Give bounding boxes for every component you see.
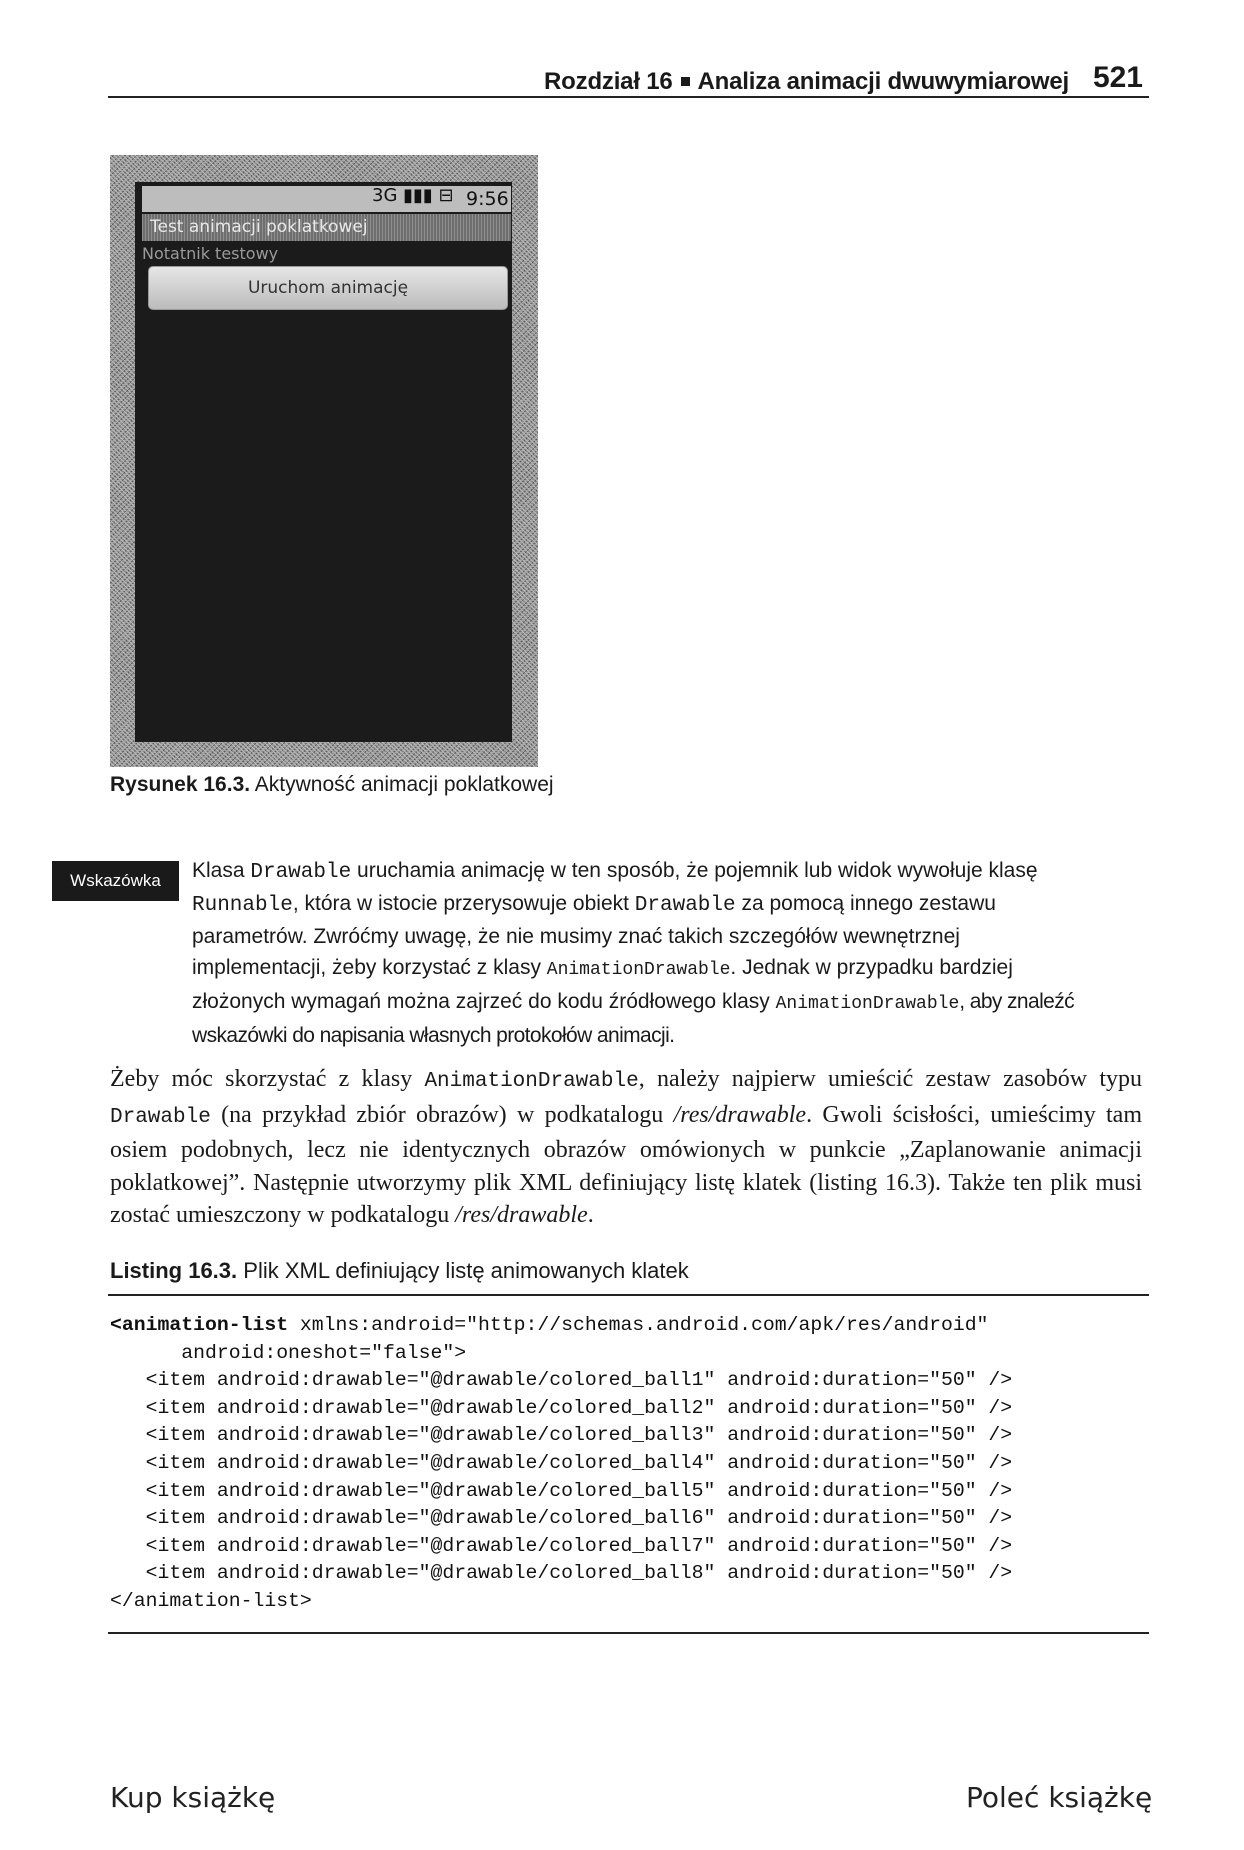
app-subtitle: Notatnik testowy <box>142 244 279 263</box>
path-res-drawable: /res/drawable <box>455 1202 588 1228</box>
code-line: <item android:drawable="@drawable/colored_ball5" android:duration="50" /> <box>110 1479 1013 1502</box>
code-line: <item android:drawable="@drawable/colored_ball2" android:duration="50" /> <box>110 1396 1013 1419</box>
code-line: <item android:drawable="@drawable/colored_ball7" android:duration="50" /> <box>110 1534 1013 1557</box>
listing-caption <box>110 1258 689 1284</box>
code-line: <item android:drawable="@drawable/colored_ball3" android:duration="50" /> <box>110 1424 1013 1447</box>
app-title: Test animacji poklatkowej <box>150 217 368 237</box>
chapter-title <box>544 68 1069 96</box>
code-line: <item android:drawable="@drawable/colored_ball6" android:duration="50" /> <box>110 1507 1013 1530</box>
code-animationdrawable: AnimationDrawable <box>775 994 960 1014</box>
listing-rule-top <box>108 1294 1149 1296</box>
listing-caption-number: Listing 16.3. <box>110 1258 238 1283</box>
listing-caption-text: Plik XML definiujący listę animowanych klatek <box>237 1258 689 1283</box>
path-res-drawable: /res/drawable <box>673 1101 807 1128</box>
running-header <box>108 60 1149 98</box>
page-number: 521 <box>1092 61 1143 94</box>
signal-battery-icon: 3G ▮▮▮ ⊟ <box>372 185 454 206</box>
tip-label: Wskazówka <box>52 861 179 901</box>
code-line: <animation-list xmlns:android="http://schemas.android.com/apk/res/android" <box>110 1314 989 1336</box>
figure-caption <box>110 773 554 797</box>
code-drawable: Drawable <box>250 861 352 884</box>
code-listing <box>110 1312 1012 1616</box>
code-line: <item android:drawable="@drawable/colored_ball1" android:duration="50" /> <box>110 1369 1013 1392</box>
code-line: </animation-list> <box>110 1589 312 1612</box>
bullet-separator <box>681 77 690 86</box>
figure-caption-text: Aktywność animacji poklatkowej <box>250 773 554 796</box>
status-time: 9:56 <box>466 188 509 210</box>
status-bar <box>142 186 511 212</box>
code-runnable: Runnable <box>192 894 293 917</box>
code-animationdrawable: AnimationDrawable <box>424 1070 639 1093</box>
listing-rule-bottom <box>108 1632 1149 1634</box>
figure-caption-number: Rysunek 16.3. <box>110 773 251 796</box>
chapter-name: Analiza animacji dwuwymiarowej <box>697 68 1069 95</box>
code-line: <item android:drawable="@drawable/colored_ball4" android:duration="50" /> <box>110 1451 1013 1474</box>
code-drawable: Drawable <box>634 894 736 917</box>
recommend-book-link[interactable]: Poleć książkę <box>966 1781 1153 1814</box>
code-line: android:oneshot="false"> <box>110 1341 467 1364</box>
code-animationdrawable: AnimationDrawable <box>546 960 731 980</box>
buy-book-link[interactable]: Kup książkę <box>110 1781 276 1814</box>
body-paragraph: Żeby móc skorzystać z klasy AnimationDrawable, należy najpierw umieścić zestaw zasobów typu Drawable (na przykład zbiór obrazów) w podkatalogu /res/drawable. Gwoli ścisłości, umieścimy tam osiem podobnych, lecz nie identycznych obrazów omówionych w punkcie „Zaplanowanie animacji poklatkowej”. Następnie utworzymy plik XML definiujący listę klatek (listing 16.3). Także ten plik musi zostać umieszczony w podkatalogu /res/drawable. <box>110 1066 1143 1228</box>
code-line: <item android:drawable="@drawable/colored_ball8" android:duration="50" /> <box>110 1562 1013 1585</box>
chapter-number: Rozdział 16 <box>544 68 673 95</box>
tip-text: Klasa Drawable uruchamia animację w ten sposób, że pojemnik lub widok wywołuje klasę Runnable, która w istocie przerysowuje obiekt Drawable za pomocą innego zestawu parametrów. Zwróćmy uwagę, że nie musimy znać takich szczegółów wewnętrznej implementacji, żeby korzystać z klasy AnimationDrawable. Jednak w przypadku bardziej złożonych wymagań można zajrzeć do kodu źródłowego klasy AnimationDrawable, aby znaleźć wskazówki do napisania własnych protokołów animacji. <box>192 859 1075 1047</box>
code-drawable: Drawable <box>110 1105 211 1129</box>
start-animation-button[interactable]: Uruchom animację <box>148 266 508 310</box>
